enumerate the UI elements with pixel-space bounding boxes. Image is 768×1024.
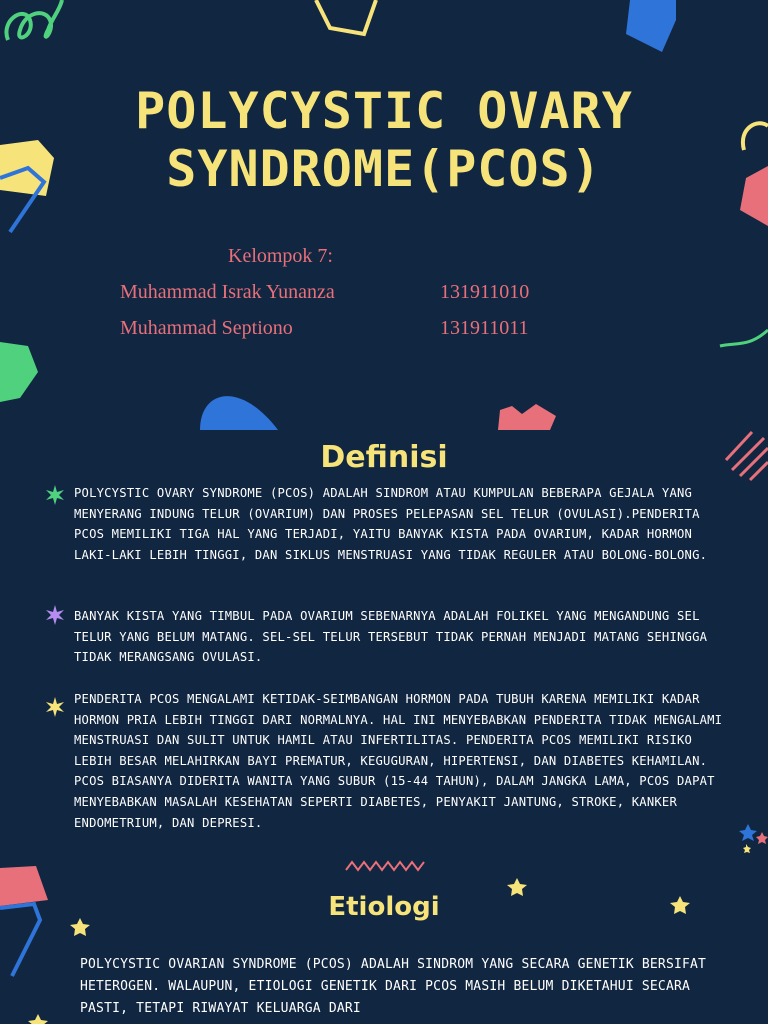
yellow-star-bottom-left	[28, 1014, 48, 1024]
green-squiggle-top-left	[6, 0, 62, 40]
blue-shape-top-right	[626, 0, 676, 52]
definisi-paragraph-1: POLYCYSTIC OVARY SYNDROME (PCOS) ADALAH SINDROM ATAU KUMPULAN BEBERAPA GEJALA YANG MENYERANG INDUNG TELUR (OVARIUM) DAN PROSES PELEPASAN SEL TELUR (OVULASI).PENDERITA PCOS MEMILIKI TIGA HAL YANG TERJADI, YAITU BANYAK KISTA PADA OVARIUM, KADAR HORMON LAKI-LAKI LEBIH TINGGI, DAN SIKLUS MENSTRUASI YANG TIDAK REGULER ATAU BOLONG-BOLONG.	[74, 486, 708, 562]
yellow-outline-shape-top	[316, 0, 376, 34]
green-star-bullet-icon	[44, 484, 66, 506]
pink-zigzag-line	[346, 862, 424, 870]
definisi-paragraph-4-text: PCOS BIASANYA DIDERITA WANITA YANG SUBUR (15-44 TAHUN), DALAM JANGKA LAMA, PCOS DAPAT MENYEBABKAN MASALAH KESEHATAN SEPERTI DIABETES, PENYAKIT JANTUNG, STROKE, KANKER ENDOMETRIUM, DAN DEPRESI.	[74, 774, 715, 830]
blue-half-circle	[200, 396, 278, 430]
definisi-paragraph-3	[74, 689, 734, 833]
section-heading-etiologi: Etiologi	[328, 892, 440, 922]
green-shape-left	[0, 342, 38, 402]
definisi-paragraph-3-text: PENDERITA PCOS MENGALAMI KETIDAK-SEIMBANGAN HORMON PADA TUBUH KARENA MEMILIKI KADAR HORMON PRIA LEBIH TINGGI DARI NORMALNYA. HAL INI MENYEBABKAN PENDERITA TIDAK MENGALAMI MENSTRUASI DAN SULIT UNTUK HAMIL ATAU INFERTILITAS. PENDERITA PCOS MEMILIKI RISIKO LEBIH BESAR MELAHIRKAN BAYI PREMATUR, KEGUGURAN, HIPERTENSI, DAN DIABETES KEHAMILAN.	[74, 692, 723, 768]
yellow-star-bullet-icon	[44, 696, 66, 718]
title-line-1: POLYCYSTIC OVARY	[135, 82, 633, 140]
member-nim-2: 131911011	[440, 317, 529, 339]
pink-zigzag-shape	[498, 404, 556, 430]
member-name-1: Muhammad Israk Yunanza	[120, 281, 335, 303]
member-nim-1: 131911010	[440, 281, 530, 303]
section-heading-definisi: Definisi	[320, 440, 448, 475]
green-curve-right	[720, 330, 768, 346]
title-line-2: SYNDROME(PCOS)	[166, 140, 602, 198]
small-stars-right	[739, 824, 768, 853]
group-label: Kelompok 7:	[228, 245, 333, 267]
member-name-2: Muhammad Septiono	[120, 317, 293, 339]
page-title	[0, 82, 768, 198]
purple-star-bullet-icon	[44, 604, 66, 626]
definisi-paragraph-2: BANYAK KISTA YANG TIMBUL PADA OVARIUM SEBENARNYA ADALAH FOLIKEL YANG MENGANDUNG SEL TELUR YANG BELUM MATANG. SEL-SEL TELUR TERSEBUT TIDAK PERNAH MENJADI MATANG SEHINGGA TIDAK MERANGSANG OVULASI.	[74, 609, 708, 665]
etiologi-paragraph: POLYCYSTIC OVARIAN SYNDROME (PCOS) ADALAH SINDROM YANG SECARA GENETIK BERSIFAT HETEROGEN. WALAUPUN, ETIOLOGI GENETIK DARI PCOS MASIH BELUM DIKETAHUI SECARA PASTI, TETAPI RIWAYAT KELUARGA DARI	[80, 957, 707, 1016]
